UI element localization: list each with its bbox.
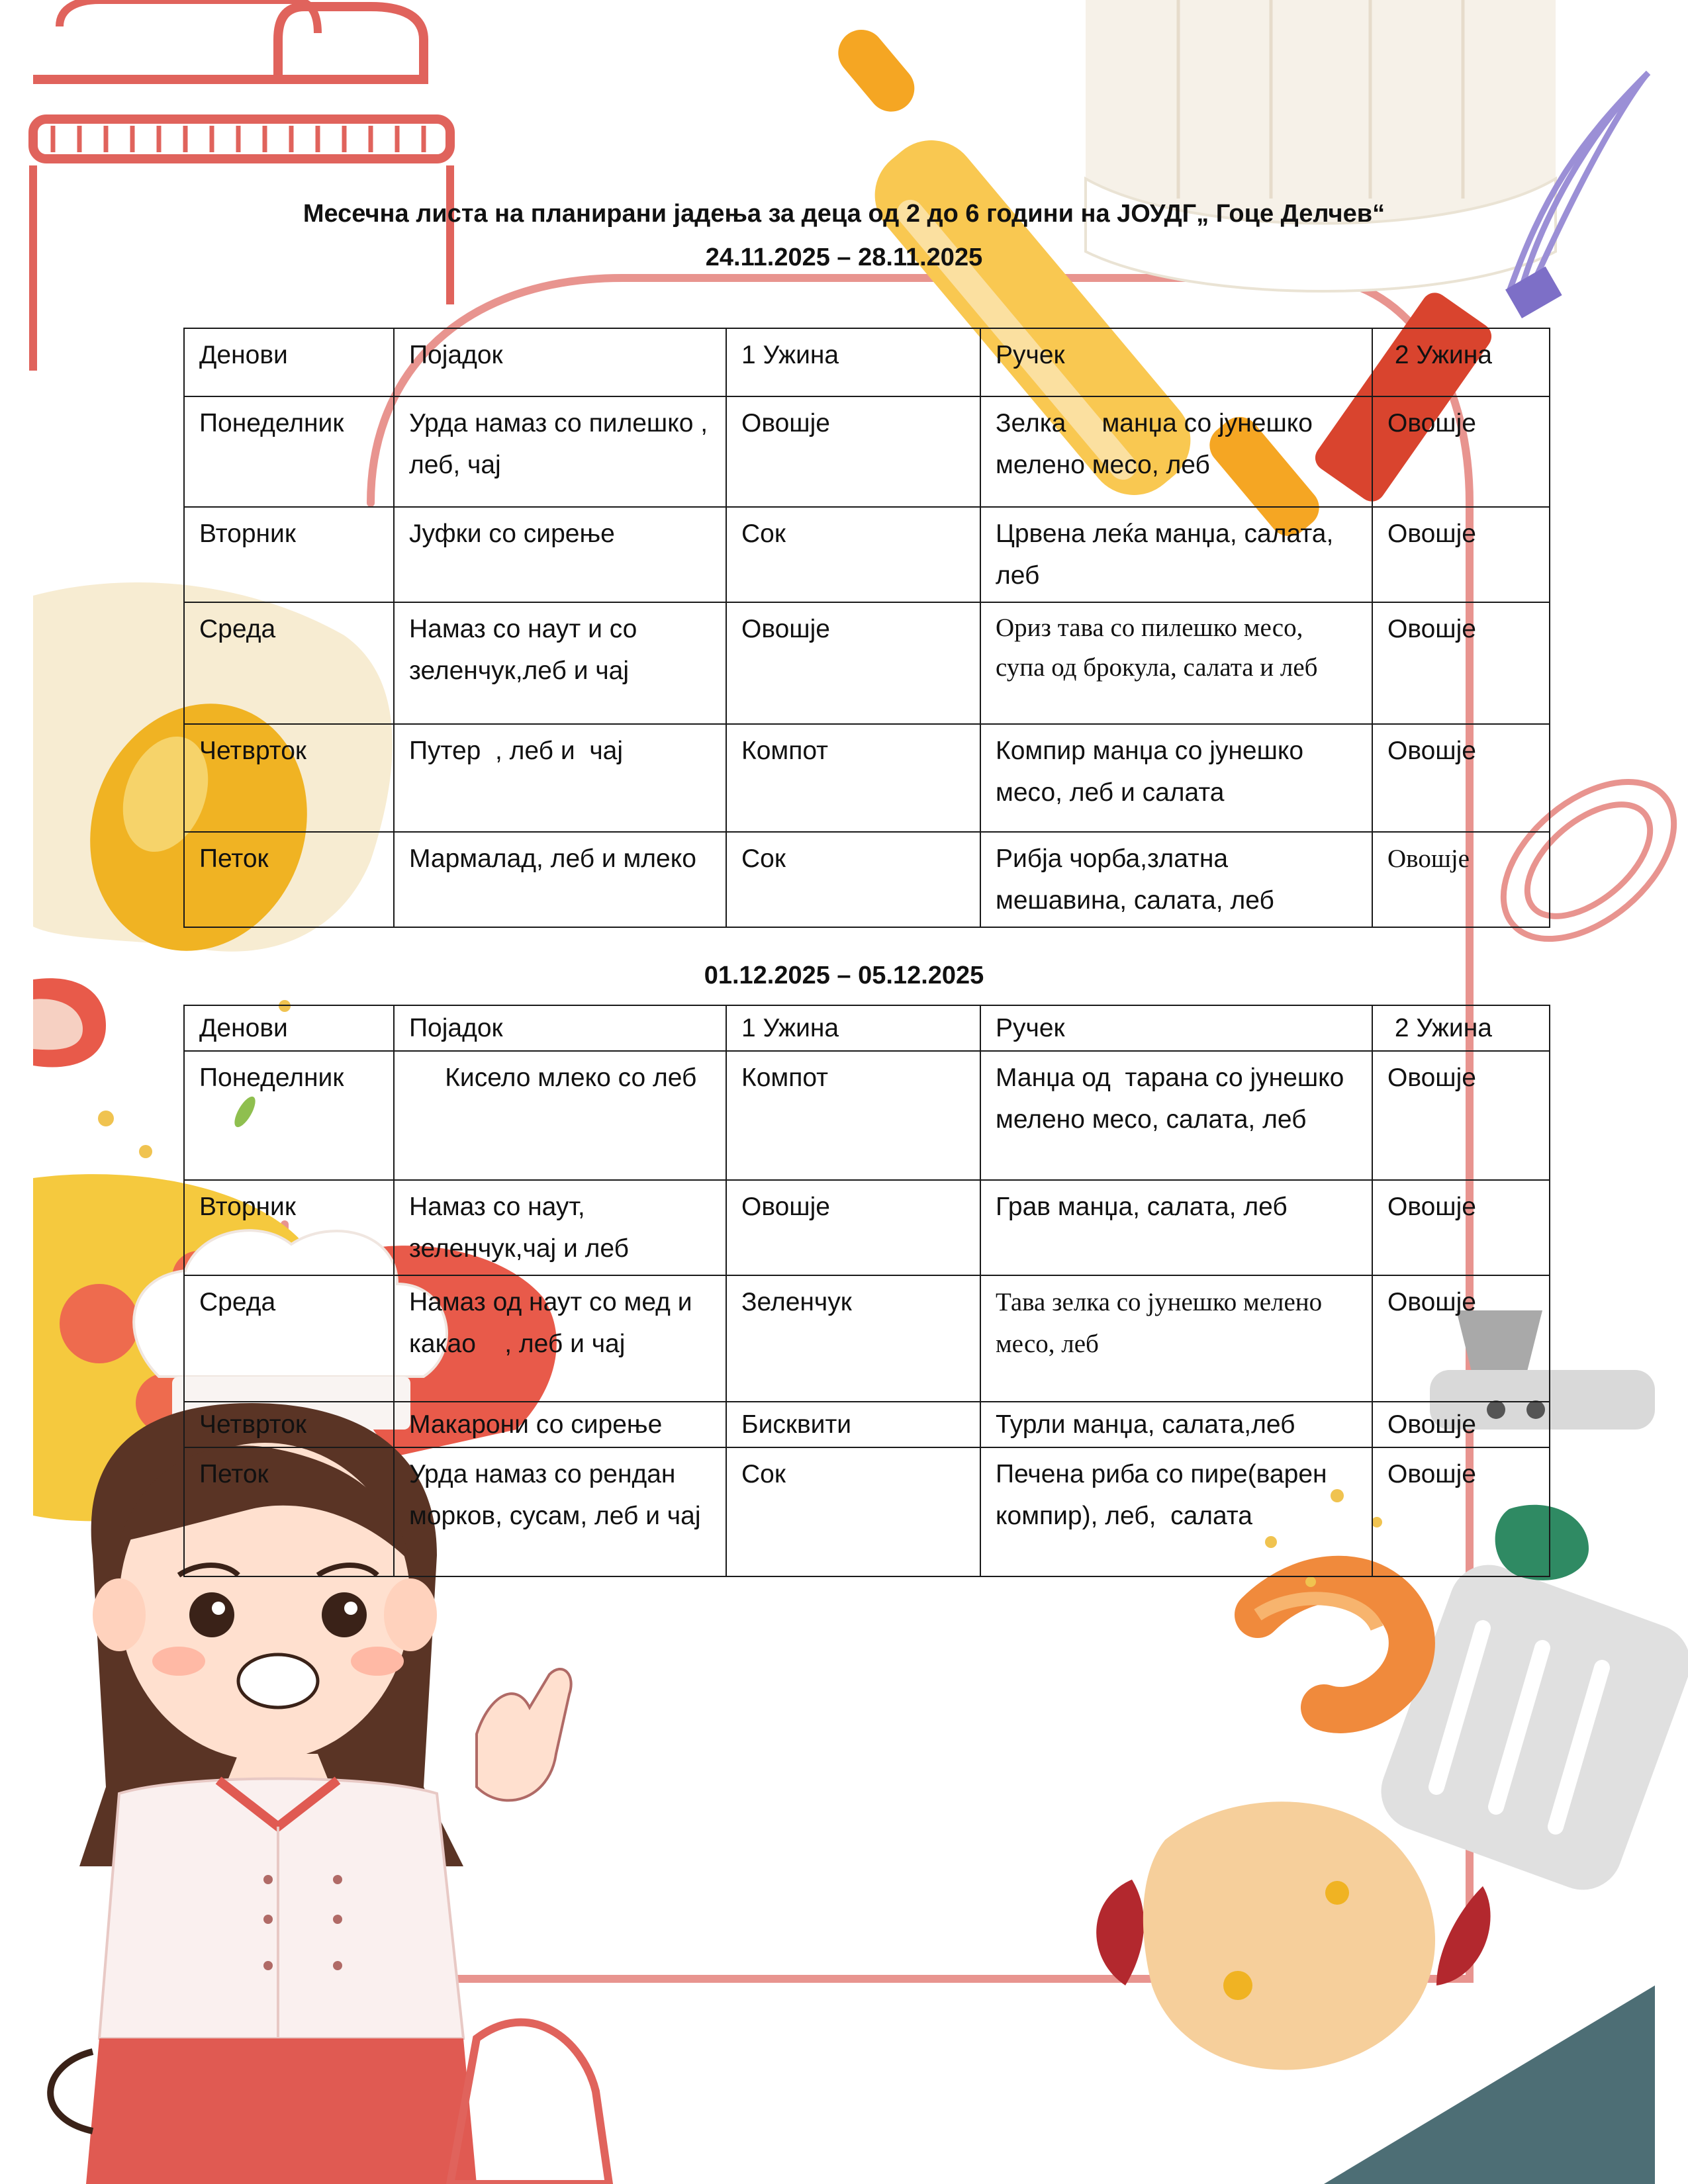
header-breakfast: Појадок	[394, 1005, 726, 1051]
header-lunch: Ручек	[980, 328, 1372, 396]
table-row	[184, 1180, 1550, 1275]
tomato-icon	[33, 978, 106, 1067]
sauce-splash-icon	[1143, 1801, 1435, 2070]
snack1-cell: Овошје	[726, 396, 980, 507]
day-cell: Четврток	[184, 724, 394, 832]
week2-date-range: 01.12.2025 – 05.12.2025	[704, 962, 984, 989]
snack2-cell: Овошје	[1372, 396, 1550, 507]
snack2-cell: Овошје	[1372, 1180, 1550, 1275]
week1-date-range: 24.11.2025 – 28.11.2025	[705, 244, 983, 271]
lunch-cell: Компир манџа со јунешко месо, леб и салата	[980, 724, 1372, 832]
table-row	[184, 724, 1550, 832]
table-row	[184, 1447, 1550, 1576]
table-header-row	[184, 328, 1550, 396]
header-lunch: Ручек	[980, 1005, 1372, 1051]
table-row	[184, 1051, 1550, 1180]
lunch-cell: Грав манџа, салата, леб	[980, 1180, 1372, 1275]
breakfast-cell: Намаз со наут и со зеленчук,леб и чај	[394, 602, 726, 724]
snack1-cell: Компот	[726, 1051, 980, 1180]
header-snack2: 2 Ужина	[1372, 328, 1550, 396]
lunch-cell: Манџа од тарана со јунешко мелено месо, салата, леб	[980, 1051, 1372, 1180]
breakfast-cell: Урда намаз со пилешко , леб, чај	[394, 396, 726, 507]
table-row	[184, 396, 1550, 507]
day-cell: Вторник	[184, 1180, 394, 1275]
lunch-cell: Зелка манџа со јунешко мелено месо, леб	[980, 396, 1372, 507]
snack2-cell: Овошје	[1372, 832, 1550, 927]
day-cell: Среда	[184, 1275, 394, 1402]
header-days: Денови	[184, 328, 394, 396]
day-cell: Петок	[184, 1447, 394, 1576]
snack1-cell: Сок	[726, 1447, 980, 1576]
header-snack1: 1 Ужина	[726, 1005, 980, 1051]
lunch-cell: Ориз тава со пилешко месо, супа од брокула, салата и леб	[980, 602, 1372, 724]
snack2-cell: Овошје	[1372, 507, 1550, 602]
header-breakfast: Појадок	[394, 328, 726, 396]
table-row	[184, 507, 1550, 602]
snack1-cell: Зеленчук	[726, 1275, 980, 1402]
table-row	[184, 602, 1550, 724]
breakfast-cell: Јуфки со сирење	[394, 507, 726, 602]
snack2-cell: Овошје	[1372, 724, 1550, 832]
snack2-cell: Овошје	[1372, 1051, 1550, 1180]
snack1-cell: Сок	[726, 832, 980, 927]
day-cell: Вторник	[184, 507, 394, 602]
snack1-cell: Бисквити	[726, 1402, 980, 1447]
snack1-cell: Овошје	[726, 1180, 980, 1275]
breakfast-cell: Путер , леб и чај	[394, 724, 726, 832]
day-cell: Четврток	[184, 1402, 394, 1447]
breakfast-cell: Макарони со сирење	[394, 1402, 726, 1447]
lunch-cell: Црвена леќа манџа, салата, леб	[980, 507, 1372, 602]
table-row	[184, 1402, 1550, 1447]
lunch-cell: Рибја чорба,златна мешавина, салата, леб	[980, 832, 1372, 927]
header-snack2: 2 Ужина	[1372, 1005, 1550, 1051]
breakfast-cell: Кисело млеко со леб	[394, 1051, 726, 1180]
menu-table-week1	[183, 328, 1550, 928]
menu-table-week2	[183, 1005, 1550, 1577]
table-row	[184, 1275, 1550, 1402]
page-title: Месечна листа на планирани јадења за деца од 2 до 6 години на ЈОУДГ„ Гоце Делчев“	[303, 200, 1385, 228]
snack2-cell: Овошје	[1372, 1447, 1550, 1576]
lunch-cell: Тава зелка со јунешко мелено месо, леб	[980, 1275, 1372, 1402]
day-cell: Понеделник	[184, 396, 394, 507]
breakfast-cell: Намаз од наут со мед и какао , леб и чај	[394, 1275, 726, 1402]
table-header-row	[184, 1005, 1550, 1051]
snack2-cell: Овошје	[1372, 602, 1550, 724]
snack2-cell: Овошје	[1372, 1275, 1550, 1402]
header-snack1: 1 Ужина	[726, 328, 980, 396]
day-cell: Понеделник	[184, 1051, 394, 1180]
snack1-cell: Овошје	[726, 602, 980, 724]
snack1-cell: Компот	[726, 724, 980, 832]
snack1-cell: Сок	[726, 507, 980, 602]
breakfast-cell: Мармалад, леб и млеко	[394, 832, 726, 927]
breakfast-cell: Урда намаз со рендан морков, сусам, леб и чај	[394, 1447, 726, 1576]
day-cell: Среда	[184, 602, 394, 724]
pot-lid-icon	[33, 0, 450, 371]
snack2-cell: Овошје	[1372, 1402, 1550, 1447]
header-days: Денови	[184, 1005, 394, 1051]
breakfast-cell: Намаз со наут, зеленчук,чај и леб	[394, 1180, 726, 1275]
table-row	[184, 832, 1550, 927]
lunch-cell: Турли манџа, салата,леб	[980, 1402, 1372, 1447]
day-cell: Петок	[184, 832, 394, 927]
lunch-cell: Печена риба со пире(варен компир), леб, салата	[980, 1447, 1372, 1576]
